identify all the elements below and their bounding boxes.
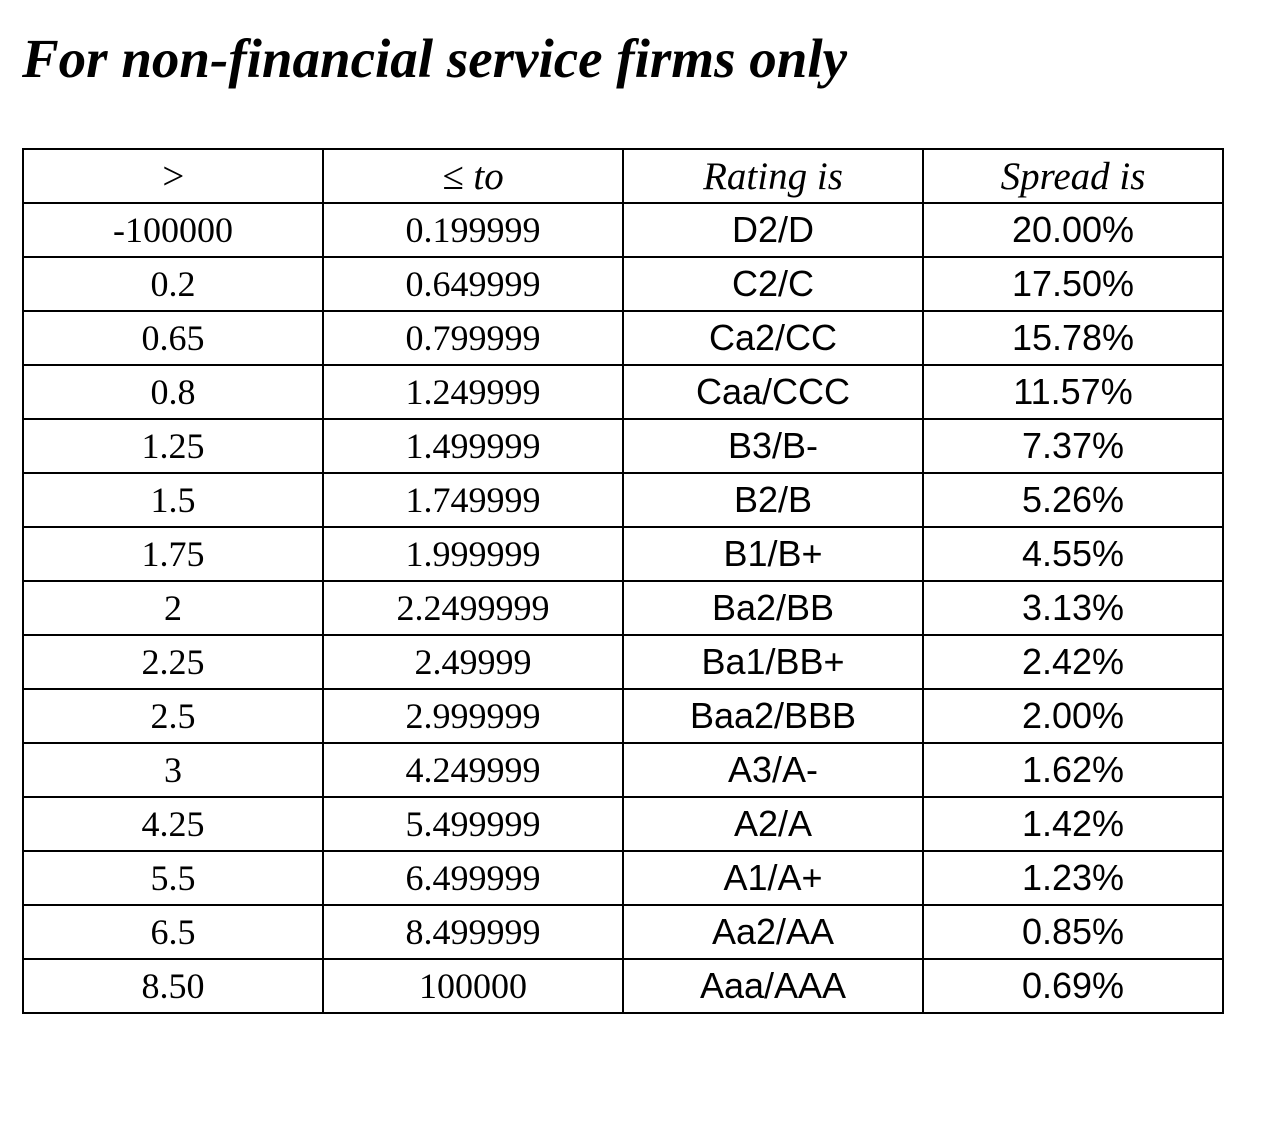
cell-spread: 4.55% — [923, 527, 1223, 581]
cell-greater-than: 2.5 — [23, 689, 323, 743]
cell-greater-than: 1.25 — [23, 419, 323, 473]
cell-spread: 2.00% — [923, 689, 1223, 743]
rating-spread-table — [22, 148, 1224, 1014]
cell-greater-than: 5.5 — [23, 851, 323, 905]
table-body — [23, 203, 1223, 1013]
header-rating: Rating is — [623, 149, 923, 203]
cell-rating: Ba1/BB+ — [623, 635, 923, 689]
cell-spread: 5.26% — [923, 473, 1223, 527]
cell-rating: Baa2/BBB — [623, 689, 923, 743]
header-row — [23, 149, 1223, 203]
page-title: For non-financial service firms only — [22, 28, 848, 89]
cell-spread: 3.13% — [923, 581, 1223, 635]
table-row — [23, 635, 1223, 689]
cell-rating: Ca2/CC — [623, 311, 923, 365]
cell-greater-than: -100000 — [23, 203, 323, 257]
cell-less-equal-to: 1.749999 — [323, 473, 623, 527]
cell-greater-than: 1.5 — [23, 473, 323, 527]
header-greater-than: > — [23, 149, 323, 203]
cell-rating: A3/A- — [623, 743, 923, 797]
cell-less-equal-to: 0.649999 — [323, 257, 623, 311]
cell-less-equal-to: 0.199999 — [323, 203, 623, 257]
table-row — [23, 257, 1223, 311]
cell-greater-than: 1.75 — [23, 527, 323, 581]
table-row — [23, 581, 1223, 635]
cell-rating: C2/C — [623, 257, 923, 311]
cell-spread: 11.57% — [923, 365, 1223, 419]
cell-less-equal-to: 5.499999 — [323, 797, 623, 851]
cell-spread: 2.42% — [923, 635, 1223, 689]
cell-rating: B1/B+ — [623, 527, 923, 581]
cell-less-equal-to: 4.249999 — [323, 743, 623, 797]
table-row — [23, 203, 1223, 257]
cell-greater-than: 0.65 — [23, 311, 323, 365]
cell-greater-than: 2 — [23, 581, 323, 635]
table-row — [23, 527, 1223, 581]
cell-rating: B3/B- — [623, 419, 923, 473]
table-row — [23, 365, 1223, 419]
cell-spread: 15.78% — [923, 311, 1223, 365]
cell-spread: 20.00% — [923, 203, 1223, 257]
table-row — [23, 959, 1223, 1013]
cell-less-equal-to: 6.499999 — [323, 851, 623, 905]
header-less-equal-to: ≤ to — [323, 149, 623, 203]
header-spread: Spread is — [923, 149, 1223, 203]
cell-rating: A1/A+ — [623, 851, 923, 905]
cell-spread: 17.50% — [923, 257, 1223, 311]
cell-spread: 7.37% — [923, 419, 1223, 473]
cell-greater-than: 2.25 — [23, 635, 323, 689]
table-row — [23, 851, 1223, 905]
cell-rating: B2/B — [623, 473, 923, 527]
cell-rating: Aa2/AA — [623, 905, 923, 959]
cell-greater-than: 6.5 — [23, 905, 323, 959]
table-header — [23, 149, 1223, 203]
cell-spread: 0.69% — [923, 959, 1223, 1013]
cell-less-equal-to: 1.499999 — [323, 419, 623, 473]
table-row — [23, 689, 1223, 743]
cell-greater-than: 3 — [23, 743, 323, 797]
cell-less-equal-to: 100000 — [323, 959, 623, 1013]
cell-greater-than: 0.2 — [23, 257, 323, 311]
table-row — [23, 419, 1223, 473]
cell-less-equal-to: 2.999999 — [323, 689, 623, 743]
cell-greater-than: 4.25 — [23, 797, 323, 851]
table-row — [23, 905, 1223, 959]
cell-less-equal-to: 1.999999 — [323, 527, 623, 581]
cell-less-equal-to: 0.799999 — [323, 311, 623, 365]
cell-rating: A2/A — [623, 797, 923, 851]
cell-spread: 0.85% — [923, 905, 1223, 959]
cell-spread: 1.42% — [923, 797, 1223, 851]
cell-greater-than: 8.50 — [23, 959, 323, 1013]
cell-spread: 1.23% — [923, 851, 1223, 905]
table-row — [23, 473, 1223, 527]
cell-greater-than: 0.8 — [23, 365, 323, 419]
cell-less-equal-to: 2.49999 — [323, 635, 623, 689]
cell-less-equal-to: 1.249999 — [323, 365, 623, 419]
table-row — [23, 311, 1223, 365]
cell-spread: 1.62% — [923, 743, 1223, 797]
cell-less-equal-to: 8.499999 — [323, 905, 623, 959]
cell-rating: Aaa/AAA — [623, 959, 923, 1013]
table-row — [23, 797, 1223, 851]
cell-less-equal-to: 2.2499999 — [323, 581, 623, 635]
table-row — [23, 743, 1223, 797]
cell-rating: Caa/CCC — [623, 365, 923, 419]
cell-rating: Ba2/BB — [623, 581, 923, 635]
cell-rating: D2/D — [623, 203, 923, 257]
